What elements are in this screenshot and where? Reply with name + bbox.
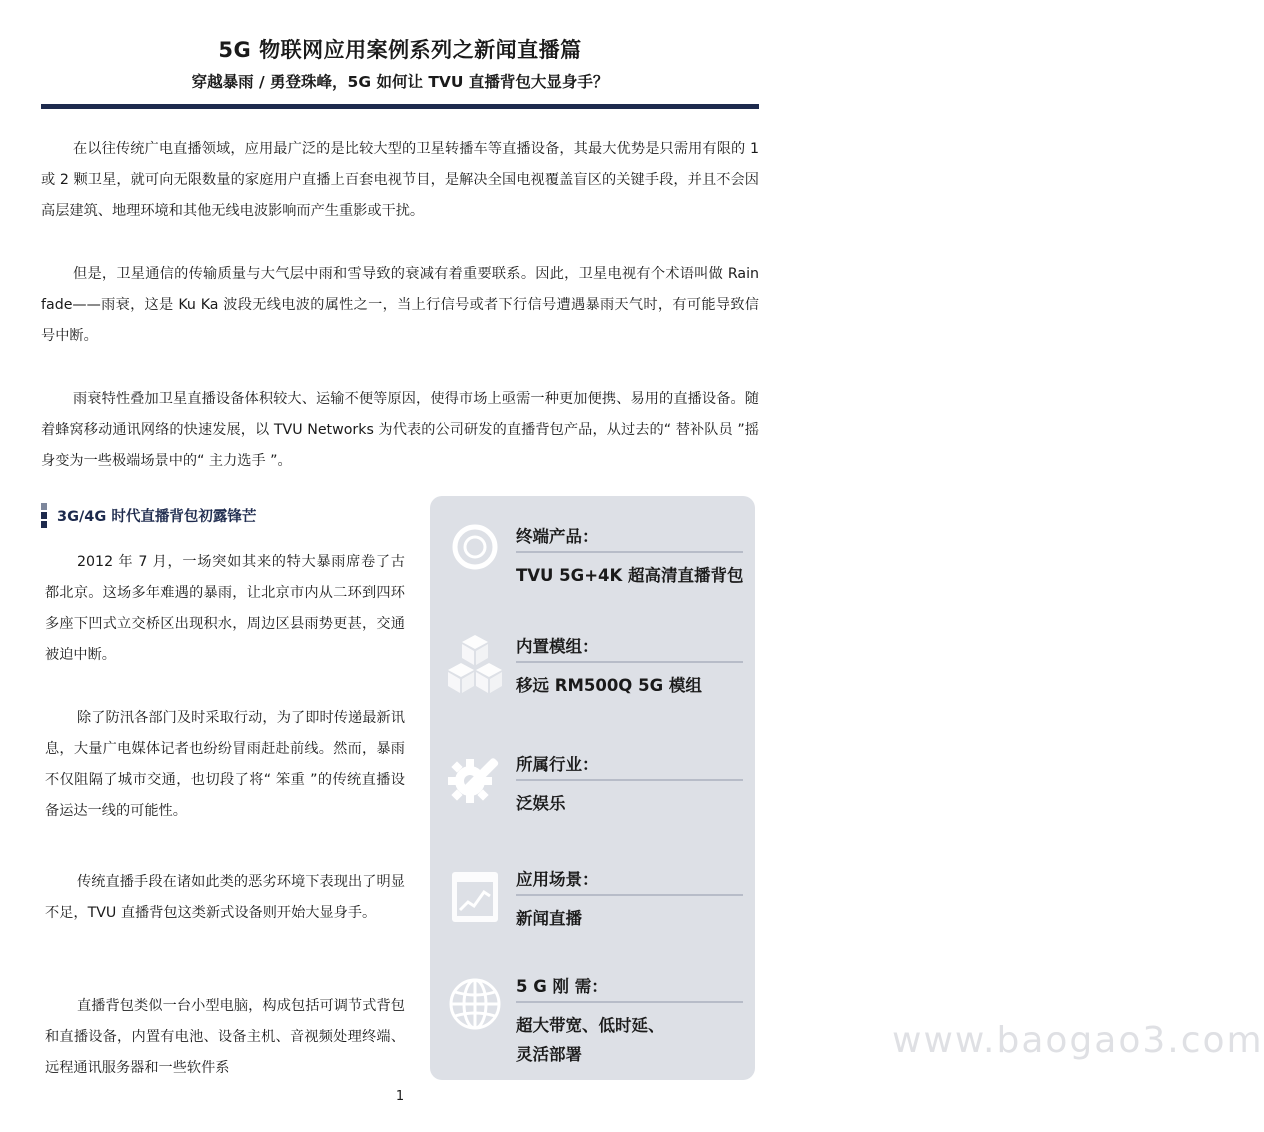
card-value: TVU 5G+4K 超高清直播背包 xyxy=(516,566,744,585)
intro-paragraph-1: 在以往传统广电直播领域，应用最广泛的是比较大型的卫星转播车等直播设备，其最大优势是只需用有限的 1 或 2 颗卫星，就可向无限数量的家庭用户直播上百套电视节目，是解决全国电视覆盖盲区的关键手段，并且不会因高层建筑、地理环境和其他无线电波影响而产生重影或干扰。 xyxy=(41,141,759,219)
card-value-line-2: 灵活部署 xyxy=(516,1045,582,1064)
card-divider xyxy=(516,661,743,663)
card-value xyxy=(516,1011,665,1069)
section-marker-bar xyxy=(41,512,47,519)
card-label: 终端产品： xyxy=(516,527,599,546)
title-divider xyxy=(41,104,759,109)
product-circle-icon xyxy=(444,523,506,585)
card-divider xyxy=(516,779,743,781)
card-divider xyxy=(516,1001,743,1003)
gear-wrench-icon xyxy=(444,751,506,813)
intro-paragraph-3: 雨衰特性叠加卫星直播设备体积较大、运输不便等原因，使得市场上亟需一种更加便携、易用的直播设备。随着蜂窝移动通讯网络的快速发展，以 TVU Networks 为代表的公司研发的直播背包产品，从过去的“ 替补队员 ”摇身变为一些极端场景中的“ 主力选手 ”。 xyxy=(41,391,759,469)
info-card xyxy=(430,496,1264,1080)
section-marker-icon xyxy=(41,503,47,510)
card-label: 应用场景： xyxy=(516,870,599,889)
card-label: 内置模组： xyxy=(516,637,599,656)
card-label: 所属行业： xyxy=(516,755,599,774)
card-divider xyxy=(516,894,743,896)
card-value: 新闻直播 xyxy=(516,909,582,928)
section-paragraph-4: 直播背包类似一台小型电脑，构成包括可调节式背包和直播设备，内置有电池、设备主机、音视频处理终端、远程通讯服务器和一些软件系 xyxy=(45,998,405,1076)
section-paragraph-2: 除了防汛各部门及时采取行动，为了即时传递最新讯息，大量广电媒体记者也纷纷冒雨赶赴前线。然而，暴雨不仅阻隔了城市交通，也切段了将“ 笨重 ”的传统直播设备运达一线的可能性。 xyxy=(45,710,405,819)
card-value: 泛娱乐 xyxy=(516,794,566,813)
chart-window-icon xyxy=(444,866,506,928)
watermark: www.baogao3.com xyxy=(892,1020,1264,1061)
section-title: 3G/4G 时代直播背包初露锋芒 xyxy=(57,509,257,525)
page-number: 1 xyxy=(395,1089,405,1104)
card-value-line-1: 超大带宽、低时延、 xyxy=(516,1016,665,1035)
cubes-icon xyxy=(444,633,506,695)
page-title: 5G 物联网应用案例系列之新闻直播篇 xyxy=(218,38,582,62)
card-label: 5 G 刚 需： xyxy=(516,977,608,996)
card-value: 移远 RM500Q 5G 模组 xyxy=(516,676,702,695)
section-paragraph-3: 传统直播手段在诸如此类的恶劣环境下表现出了明显不足，TVU 直播背包这类新式设备则开始大显身手。 xyxy=(45,874,405,921)
section-marker-bar xyxy=(41,521,47,528)
section-paragraph-1: 2012 年 7 月，一场突如其来的特大暴雨席卷了古都北京。这场多年难遇的暴雨，让北京市内从二环到四环多座下凹式立交桥区出现积水，周边区县雨势更甚，交通被迫中断。 xyxy=(45,554,405,663)
globe-icon xyxy=(444,973,506,1035)
intro-paragraph-2: 但是，卫星通信的传输质量与大气层中雨和雪导致的衰减有着重要联系。因此，卫星电视有个术语叫做 Rain fade——雨衰，这是 Ku Ka 波段无线电波的属性之一，当上行信号或者下行信号遭遇暴雨天气时，有可能导致信号中断。 xyxy=(41,266,759,344)
page-subtitle: 穿越暴雨 / 勇登珠峰，5G 如何让 TVU 直播背包大显身手？ xyxy=(191,73,609,91)
card-divider xyxy=(516,551,743,553)
